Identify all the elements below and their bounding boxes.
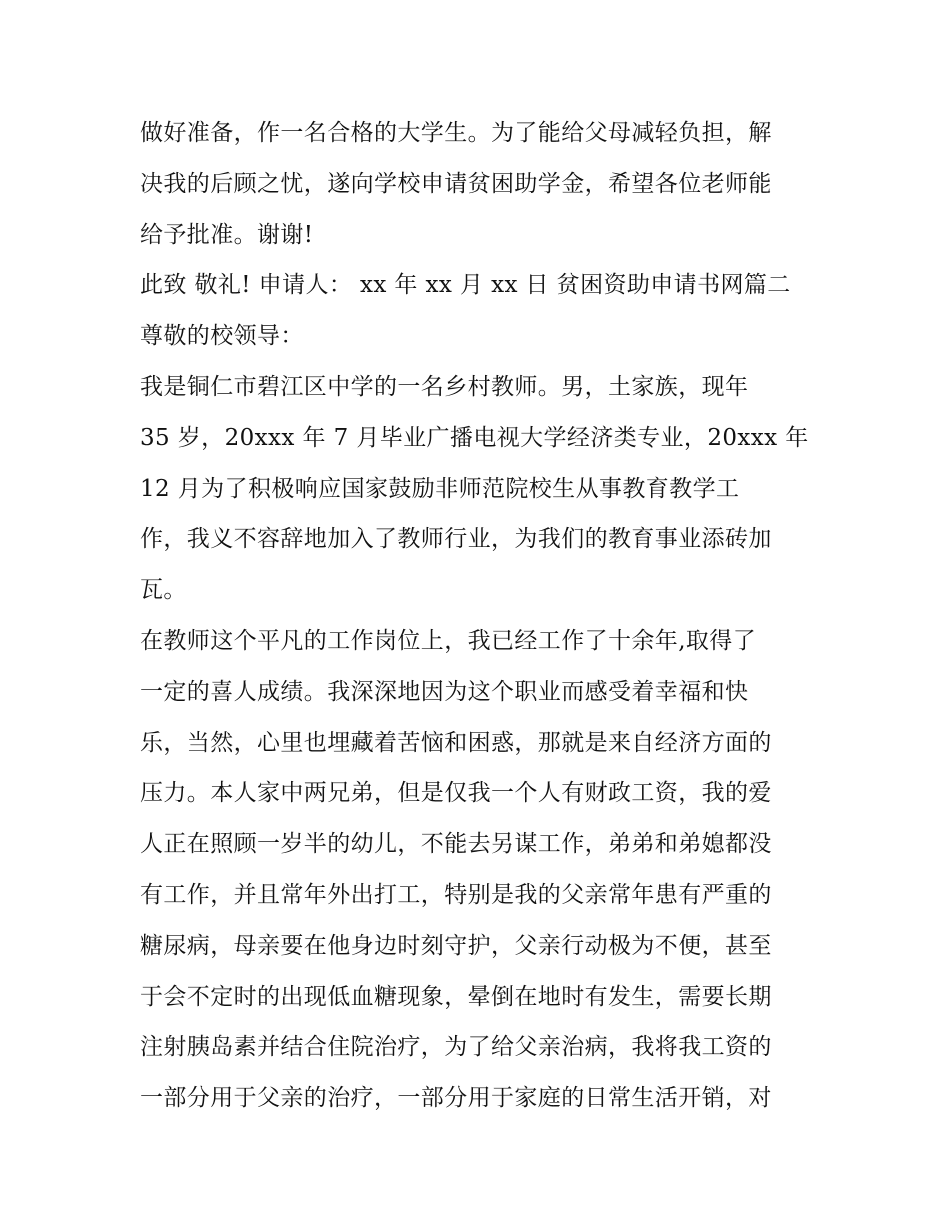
text-line: 此致 敬礼! 申请人： xx 年 xx 月 xx 日 贫困资助申请书网篇二	[140, 272, 791, 299]
text-line: 做好准备，作一名合格的大学生。为了能给父母减轻负担，解	[140, 120, 772, 146]
text-line: 瓦。	[140, 577, 187, 604]
text-line: 乐，当然，心里也埋藏着苦恼和困惑，那就是来自经济方面的	[140, 729, 772, 756]
text-line: 有工作，并且常年外出打工，特别是我的父亲常年患有严重的	[140, 881, 772, 908]
text-line: 作，我义不容辞地加入了教师行业，为我们的教育事业添砖加	[140, 526, 772, 553]
text-line: 于会不定时的出现低血糖现象，晕倒在地时有发生，需要长期	[140, 983, 772, 1010]
text-line: 压力。本人家中两兄弟，但是仅我一个人有财政工资，我的爱	[140, 780, 772, 807]
text-line: 35 岁，20xxx 年 7 月毕业广播电视大学经济类专业，20xxx 年	[140, 424, 809, 451]
text-line: 12 月为了积极响应国家鼓励非师范院校生从事教育教学工	[140, 475, 740, 502]
text-line: 尊敬的校领导：	[140, 323, 304, 350]
text-line: 给予批准。谢谢!	[140, 221, 314, 248]
text-line: 我是铜仁市碧江区中学的一名乡村教师。男，土家族，现年	[140, 373, 749, 400]
text-line: 人正在照顾一岁半的幼儿，不能去另谋工作，弟弟和弟媳都没	[140, 831, 772, 858]
text-line: 注射胰岛素并结合住院治疗，为了给父亲治病，我将我工资的	[140, 1034, 772, 1061]
document-body	[140, 108, 820, 1124]
text-line: 在教师这个平凡的工作岗位上，我已经工作了十余年,取得了	[140, 627, 757, 654]
text-line: 一部分用于父亲的治疗，一部分用于家庭的日常生活开销，对	[140, 1085, 772, 1112]
text-line: 一定的喜人成绩。我深深地因为这个职业而感受着幸福和快	[140, 678, 749, 705]
text-line: 决我的后顾之忧，遂向学校申请贫困助学金，希望各位老师能	[140, 170, 772, 197]
text-line: 糖尿病，母亲要在他身边时刻守护，父亲行动极为不便，甚至	[140, 932, 772, 959]
